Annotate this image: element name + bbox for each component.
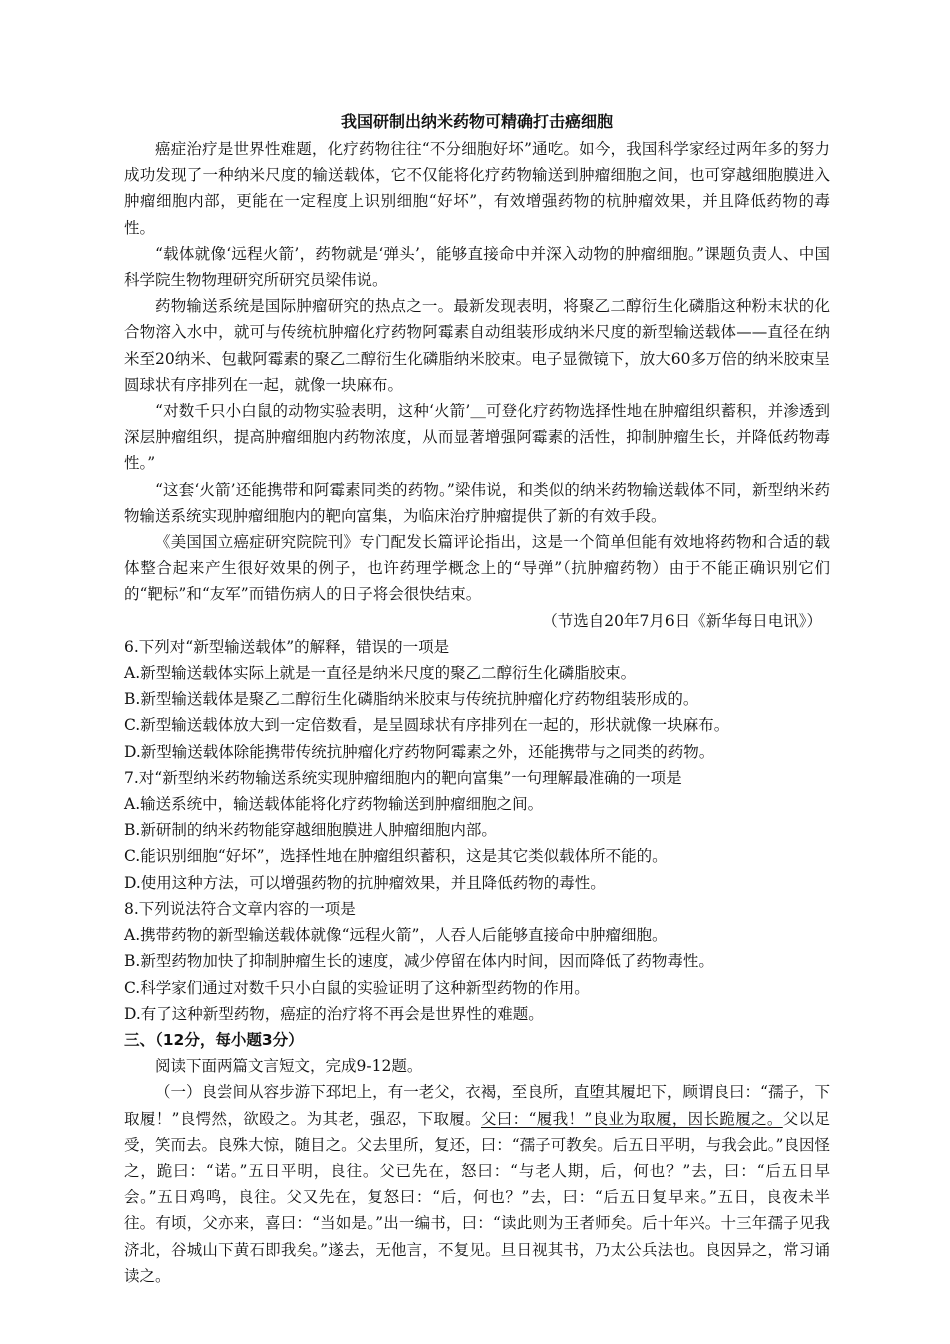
section-3-instruction: 阅读下面两篇文言短文，完成9-12题。: [155, 1057, 423, 1076]
article-paragraph: 癌症治疗是世界性难题，化疗药物往往“不分细胞好坏”通吃。如今，我国科学家经过两年多的努力成功发现了一种纳米尺度的输送载体，它不仅能将化疗药物输送到肿瘤细胞之间，也可穿越细胞膜进入肿瘤细胞内部，更能在一定程度上识别细胞“好坏”，有效增强药物的杭肿瘤效果，并且降低药物的毒性。: [124, 140, 830, 237]
question-6-option-a: A.新型输送载体实际上就是一直径是纳米尺度的聚乙二醇衍生化磷脂胶束。: [124, 664, 637, 683]
exam-page: [124, 110, 830, 1289]
article-paragraph: 《美国国立癌症研究院院刊》专门配发长篇评论指出，这是一个简单但能有效地将药物和合适的载体整合起来产生很好效果的例子，也许药理学概念上的“导弹”（抗肿瘤药物）由于不能正确识别它们的“靶标”和“友军”而错伤病人的日子将会很快结束。: [124, 533, 830, 604]
question-6-option-d: D.新型输送载体除能携带传统抗肿瘤化疗药物阿霉素之外，还能携带与之同类的药物。: [124, 742, 715, 761]
question-7-option-c: C.能识别细胞“好坏”，选择性地在肿瘤组织蓄积，这是其它类似载体所不能的。: [124, 847, 668, 866]
question-8-option-b: B.新型药物加快了抑制肿瘤生长的速度，减少停留在体内时间，因而降低了药物毒性。: [124, 952, 714, 971]
question-7-option-b: B.新研制的纳米药物能穿越细胞膜进人肿瘤细胞内部。: [124, 821, 497, 840]
article-paragraph: “这套‘火箭’还能携带和阿霉素同类的药物。”梁伟说，和类似的纳米药物输送载体不同，新型纳米药物输送系统实现肿瘤细胞内的靶向富集，为临床治疗肿瘤提供了新的有效手段。: [124, 480, 830, 525]
question-8-stem: 8.下列说法符合文章内容的一项是: [124, 899, 356, 918]
question-8-option-a: A.携带药物的新型输送载体就像“远程火箭”，人吞人后能够直接命中肿瘤细胞。: [124, 926, 668, 945]
article-paragraph: “对数千只小白鼠的动物实验表明，这种‘火箭’＿可登化疗药物选择性地在肿瘤组织蓄积，并渗透到深层肿瘤组织，提高肿瘤细胞内药物浓度，从而显著增强阿霉素的活性，抑制肿瘤生长，并降低药物毒性。”: [124, 402, 830, 473]
question-6-stem: 6.下列对“新型输送载体”的解释，错误的一项是: [124, 637, 450, 656]
question-8-option-d: D.有了这种新型药物，癌症的治疗将不再会是世界性的难题。: [124, 1004, 544, 1023]
article-paragraph: “载体就像‘远程火箭’，药物就是‘弹头’，能够直接命中并深入动物的肿瘤细胞。”课题负责人、中国科学院生物物理研究所研究员梁伟说。: [124, 244, 830, 290]
question-6-option-b: B.新型输送载体是聚乙二醇衍生化磷脂纳米胶束与传统抗肿瘤化疗药物组装形成的。: [124, 690, 699, 709]
classical-text-part: （一）良尝间从容步游下邳圯上，有一老父，衣褐，至良所，直堕其履圯下，顾谓良曰：“孺子，下取履！”良愕然，欲殴之。为其老，强忍，下取履。: [124, 1083, 830, 1128]
question-7-option-a: A.输送系统中，输送载体能将化疗药物输送到肿瘤细胞之间。: [124, 795, 544, 814]
underlined-sentence: 父曰：“履我！”良业为取履，因长跪履之。: [480, 1109, 783, 1128]
article-paragraph: 药物输送系统是国际肿瘤研究的热点之一。最新发现表明，将聚乙二醇衍生化磷脂这种粉末状的化合物溶入水中，就可与传统杭肿瘤化疗药物阿霉素自动组装形成纳米尺度的新型输送载体——直径在纳米至20纳米、包載阿霉素的聚乙二醇衍生化磷脂纳米胶束。电子显微镜下，放大60多万倍的纳米胶束呈圆球状有序排列在一起，就像一块麻布。: [124, 297, 830, 394]
article-source: （节选自20年7月6日《新华每日电讯》）: [542, 611, 822, 630]
question-7-stem: 7.对“新型纳米药物输送系统实现肿瘤细胞内的靶向富集”一句理解最准确的一项是: [124, 768, 682, 787]
question-6-option-c: C.新型输送载体放大到一定倍数看，是呈圆球状有序排列在一起的，形状就像一块麻布。: [124, 716, 730, 735]
classical-text-part: 父以足受，笑而去。良殊大惊，随目之。父去里所，复还，曰：“孺子可教矣。后五日平明，与我会此。”良因怪之，跪曰：“诺。”五日平明，良往。父已先在，怒曰：“与老人期，后，何也？”去，曰：“后五日早会。”五日鸡鸣，良往。父又先在，复怒曰：“后，何也？”去，曰：“后五日复早来。”五日，良夜未半往。有顷，父亦来，喜曰：“当如是。”出一编书，曰：“读此则为王者师矣。后十年兴。十三年孺子见我济北，谷城山下黄石即我矣。”遂去，无他言，不复见。旦日视其书，乃太公兵法也。良因异之，常习诵读之。: [124, 1109, 830, 1285]
article-title: 我国研制出纳米药物可精确打击癌细胞: [340, 112, 613, 131]
section-3-heading: 三、（12分，每小题3分）: [124, 1030, 304, 1049]
classical-text-1: [124, 1079, 830, 1289]
question-7-option-d: D.使用这种方法，可以增强药物的抗肿瘤效果，并且降低药物的毒性。: [124, 873, 606, 892]
question-8-option-c: C.科学家们通过对数千只小白鼠的实验证明了这种新型药物的作用。: [124, 978, 590, 997]
